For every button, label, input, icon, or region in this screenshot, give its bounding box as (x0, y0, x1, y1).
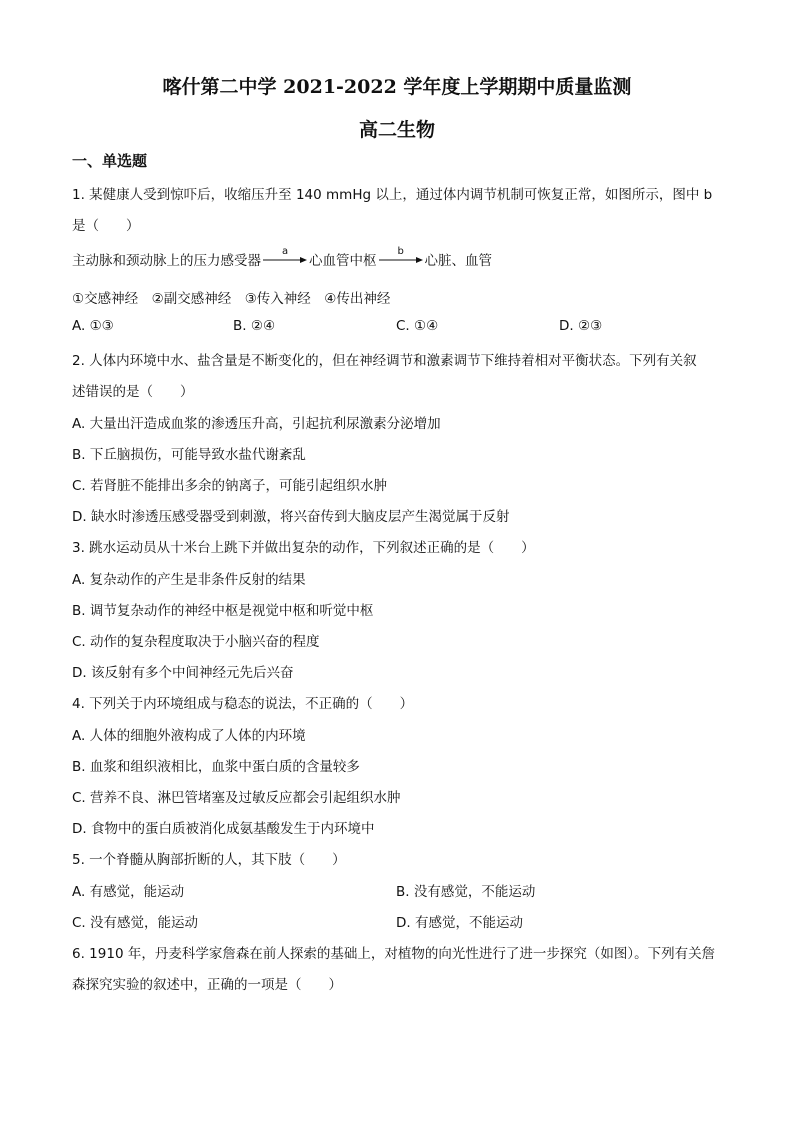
q4-option-c[interactable]: C. 营养不良、淋巴管堵塞及过敏反应都会引起组织水肿 (72, 790, 401, 806)
section-title: 一、单选题 (72, 152, 148, 170)
q5-option-a[interactable]: A. 有感觉，能运动 (72, 884, 185, 900)
diagram-node-center: 心血管中枢 (309, 253, 377, 269)
q3-option-b[interactable]: B. 调节复杂动作的神经中枢是视觉中枢和听觉中枢 (72, 603, 374, 619)
diagram-arrow-b (378, 246, 424, 267)
exam-subtitle: 高二生物 (358, 119, 435, 141)
q6-stem-line1: 6. 1910 年，丹麦科学家詹森在前人探索的基础上，对植物的向光性进行了进一步探究（如图）。下列有关詹 (72, 946, 716, 962)
q2-option-c[interactable]: C. 若肾脏不能排出多余的钠离子，可能引起组织水肿 (72, 478, 388, 494)
q1-option-b[interactable]: B. ②④ (233, 318, 276, 334)
diagram-arrow-label-a: a (282, 246, 289, 257)
diagram-arrow-a (262, 246, 308, 267)
diagram-arrow-label-b: b (397, 246, 404, 257)
q5-option-b[interactable]: B. 没有感觉，不能运动 (396, 884, 536, 900)
diagram-node-heart: 心脏、血管 (424, 253, 492, 269)
q2-option-a[interactable]: A. 大量出汗造成血浆的渗透压升高，引起抗利尿激素分泌增加 (72, 416, 441, 432)
q1-option-c[interactable]: C. ①④ (396, 318, 439, 334)
q1-items: ①交感神经 ②副交感神经 ③传入神经 ④传出神经 (72, 291, 391, 307)
q4-option-d[interactable]: D. 食物中的蛋白质被消化成氨基酸发生于内环境中 (72, 821, 375, 837)
q1-stem-line2: 是（ ） (72, 218, 140, 234)
q4-option-a[interactable]: A. 人体的细胞外液构成了人体的内环境 (72, 728, 306, 744)
diagram-node-receptor: 主动脉和颈动脉上的压力感受器 (72, 253, 261, 269)
q3-option-c[interactable]: C. 动作的复杂程度取决于小脑兴奋的程度 (72, 634, 320, 650)
q5-stem: 5. 一个脊髓从胸部折断的人，其下肢（ ） (72, 852, 346, 868)
q1-stem-line1: 1. 某健康人受到惊吓后，收缩压升至 140 mmHg 以上，通过体内调节机制可恢复正常，如图所示，图中 b (72, 187, 713, 203)
q2-stem-line1: 2. 人体内环境中水、盐含量是不断变化的，但在神经调节和激素调节下维持着相对平衡状态。下列有关叙 (72, 353, 697, 369)
exam-title: 喀什第二中学 2021-2022 学年度上学期期中质量监测 (162, 76, 632, 98)
q2-option-d[interactable]: D. 缺水时渗透压感受器受到刺激，将兴奋传到大脑皮层产生渴觉属于反射 (72, 509, 510, 525)
q3-option-d[interactable]: D. 该反射有多个中间神经元先后兴奋 (72, 665, 294, 681)
q2-option-b[interactable]: B. 下丘脑损伤，可能导致水盐代谢紊乱 (72, 447, 306, 463)
q3-stem: 3. 跳水运动员从十米台上跳下并做出复杂的动作，下列叙述正确的是（ ） (72, 540, 535, 556)
q4-option-b[interactable]: B. 血浆和组织液相比，血浆中蛋白质的含量较多 (72, 759, 360, 775)
q1-option-d[interactable]: D. ②③ (559, 318, 603, 334)
q6-stem-line2: 森探究实验的叙述中，正确的一项是（ ） (72, 977, 342, 993)
q1-option-a[interactable]: A. ①③ (72, 318, 114, 334)
q5-option-d[interactable]: D. 有感觉，不能运动 (396, 915, 523, 931)
q3-option-a[interactable]: A. 复杂动作的产生是非条件反射的结果 (72, 572, 306, 588)
q5-option-c[interactable]: C. 没有感觉，能运动 (72, 915, 199, 931)
q2-stem-line2: 述错误的是（ ） (72, 384, 194, 400)
q1-diagram (72, 246, 492, 269)
q4-stem: 4. 下列关于内环境组成与稳态的说法，不正确的（ ） (72, 696, 414, 712)
